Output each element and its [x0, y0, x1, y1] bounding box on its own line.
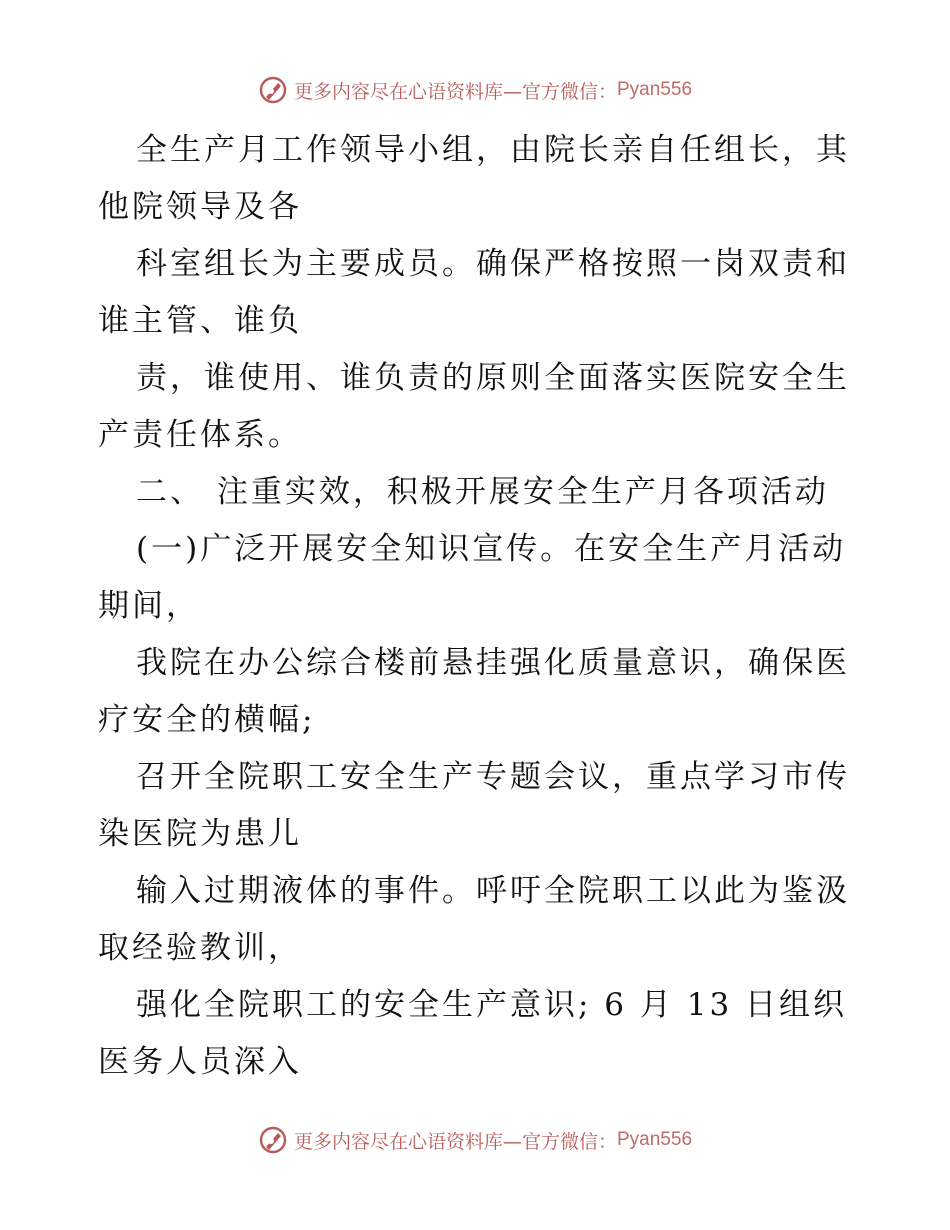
- paragraph: [98, 236, 858, 350]
- pen-logo-icon: [258, 75, 288, 105]
- text-line: 全生产月工作领导小组，由院长亲自任组长，其: [136, 132, 850, 168]
- document-body: [98, 122, 858, 1091]
- text-line: 染医院为患儿: [98, 816, 302, 852]
- watermark-account: Pyan556: [617, 1129, 693, 1150]
- pen-logo-icon: [258, 1125, 288, 1155]
- paragraph: [98, 749, 858, 863]
- text-line: 期间，: [98, 588, 200, 624]
- paragraph: [98, 977, 858, 1091]
- text-line: 疗安全的横幅;: [98, 702, 316, 738]
- text-line: 责，谁使用、谁负责的原则全面落实医院安全生: [136, 360, 850, 396]
- paragraph: [98, 863, 858, 977]
- text-line: 我院在办公综合楼前悬挂强化质量意识，确保医: [136, 645, 850, 681]
- text-line: 科室组长为主要成员。确保严格按照一岗双责和: [136, 246, 850, 282]
- watermark-text: 更多内容尽在心语资料库—官方微信：: [293, 1130, 617, 1153]
- footer-watermark: [0, 1120, 950, 1160]
- text-line: (一)广泛开展安全知识宣传。在安全生产月活动: [136, 531, 847, 567]
- text-line: 强化全院职工的安全生产意识; 6 月 13 日组织: [136, 987, 848, 1023]
- section-heading: [98, 464, 858, 521]
- header-watermark: [0, 70, 950, 110]
- paragraph: [98, 350, 858, 464]
- text-line: 产责任体系。: [98, 417, 302, 453]
- watermark-account: Pyan556: [617, 79, 693, 100]
- paragraph: [98, 635, 858, 749]
- text-line: 输入过期液体的事件。呼吁全院职工以此为鉴汲: [136, 873, 850, 909]
- text-line: 他院领导及各: [98, 189, 302, 225]
- text-line: 取经验教训，: [98, 930, 302, 966]
- text-line: 谁主管、谁负: [98, 303, 302, 339]
- paragraph: [98, 521, 858, 635]
- watermark-text: 更多内容尽在心语资料库—官方微信：: [293, 80, 617, 103]
- text-line: 医务人员深入: [98, 1044, 302, 1080]
- text-line: 召开全院职工安全生产专题会议，重点学习市传: [136, 759, 850, 795]
- paragraph: [98, 122, 858, 236]
- text-line: 二、 注重实效，积极开展安全生产月各项活动: [136, 474, 829, 510]
